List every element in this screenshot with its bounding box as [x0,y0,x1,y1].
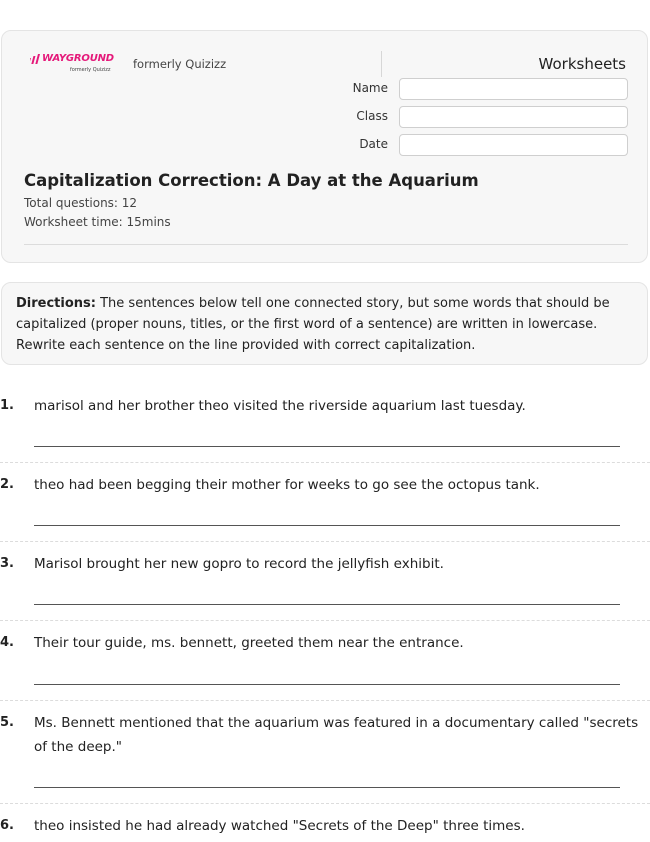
question-separator [0,700,650,701]
name-field-row [342,78,628,100]
header-divider [381,51,382,77]
answer-line[interactable] [34,604,620,605]
name-label: Name [352,81,388,95]
class-label: Class [356,109,388,123]
date-field-row [342,134,628,156]
header-rule [24,244,628,245]
worksheet-time: Worksheet time: 15mins [24,215,171,229]
question-number: 2. [0,477,14,492]
question-text: Ms. Bennett mentioned that the aquarium was featured in a documentary called "secrets of the deep." [34,715,639,755]
question-separator [0,541,650,542]
answer-line[interactable] [34,787,620,788]
question-separator [0,803,650,804]
directions-box [1,282,648,365]
worksheet-title: Capitalization Correction: A Day at the Aquarium [24,171,479,190]
question-text: theo insisted he had already watched "Secrets of the Deep" three times. [34,818,525,834]
answer-line[interactable] [34,684,620,685]
question-text: Their tour guide, ms. bennett, greeted them near the entrance. [34,635,464,651]
question-text: theo had been begging their mother for weeks to go see the octopus tank. [34,477,540,493]
date-input[interactable] [399,134,628,156]
question-separator [0,620,650,621]
question-number: 3. [0,556,14,571]
question-number: 1. [0,398,14,413]
answer-line[interactable] [34,446,620,447]
logo-bars-icon [30,54,42,64]
question-text: Marisol brought her new gopro to record the jellyfish exhibit. [34,556,444,572]
directions-text: The sentences below tell one connected story, but some words that should be capitalized (proper nouns, titles, or the first word of a sentence) are written in lowercase. Rewrite each sentence on the line provided with correct capitalization. [16,296,610,353]
question-number: 5. [0,715,14,730]
name-input[interactable] [399,78,628,100]
question-number: 4. [0,635,14,650]
class-input[interactable] [399,106,628,128]
directions-label: Directions: [16,296,96,311]
formerly-quizizz-text: formerly Quizizz [133,57,227,71]
answer-line[interactable] [34,525,620,526]
class-field-row [342,106,628,128]
total-questions: Total questions: 12 [24,196,138,210]
question-text: marisol and her brother theo visited the riverside aquarium last tuesday. [34,398,526,414]
logo-wordmark: WAYGROUND [42,53,114,64]
worksheet-header [1,30,648,263]
worksheets-label: Worksheets [538,55,626,73]
question-number: 6. [0,818,14,833]
logo-subtext: formerly Quizizz [70,67,111,73]
question-separator [0,462,650,463]
date-label: Date [359,137,388,151]
wayground-logo [30,53,120,77]
